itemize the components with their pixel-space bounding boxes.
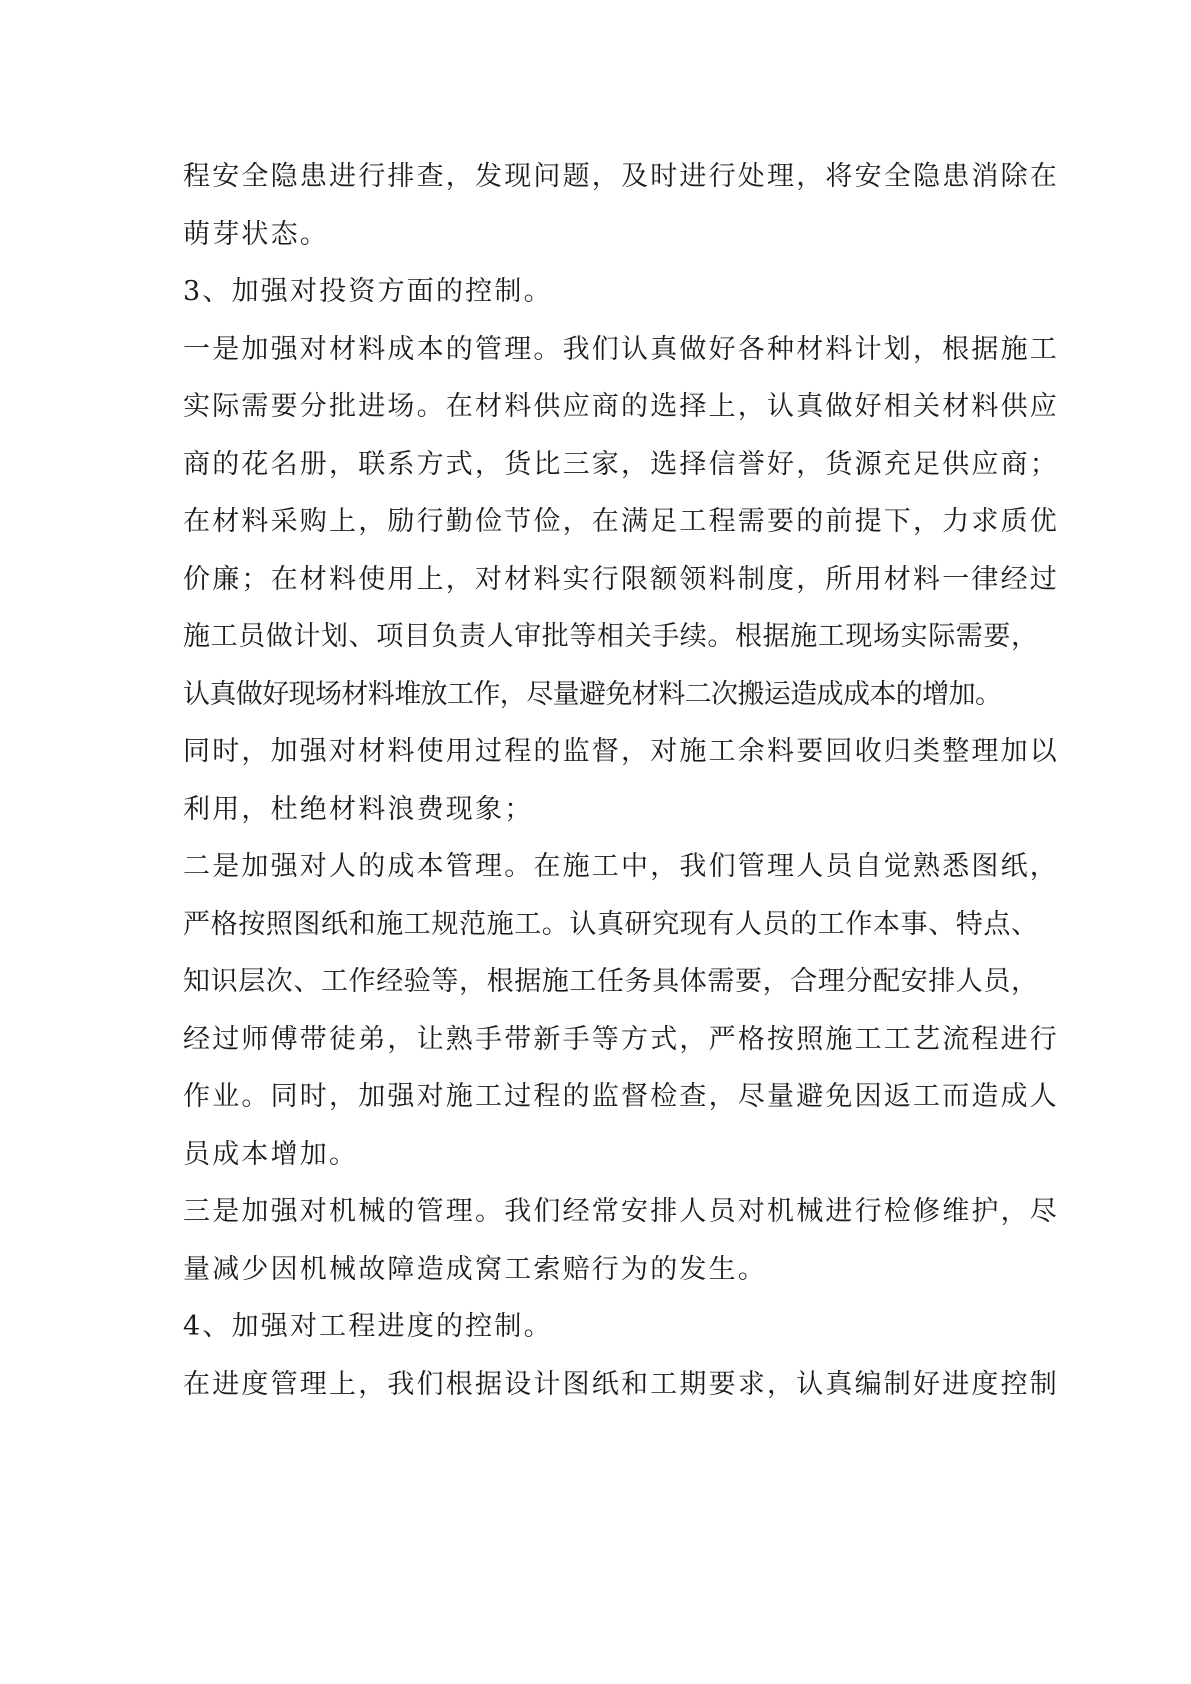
text-line-10: 认真做好现场材料堆放工作，尽量避免材料二次搬运造成成本的增加。 <box>183 678 1002 710</box>
text-line-1: 程安全隐患进行排查，发现问题，及时进行处理，将安全隐患消除在 <box>183 161 1059 192</box>
text-line-7: 在材料采购上，励行勤俭节俭，在满足工程需要的前提下，力求质优 <box>183 506 1059 537</box>
text-line-14: 严格按照图纸和施工规范施工。认真研究现有人员的工作本事、特点、 <box>183 908 1039 940</box>
section-heading-3: 3、加强对投资方面的控制。 <box>183 276 553 307</box>
text-line-4: 一是加强对材料成本的管理。我们认真做好各种材料计划，根据施工 <box>183 333 1059 365</box>
text-line-17: 作业。同时，加强对施工过程的监督检查，尽量避免因返工而造成人 <box>183 1081 1059 1112</box>
text-line-12: 利用，杜绝材料浪费现象； <box>183 793 534 825</box>
text-line-13: 二是加强对人的成本管理。在施工中，我们管理人员自觉熟悉图纸， <box>183 851 1059 882</box>
text-line-11: 同时，加强对材料使用过程的监督，对施工余料要回收归类整理加以 <box>183 736 1059 767</box>
text-line-20: 量减少因机械故障造成窝工索赔行为的发生。 <box>183 1253 767 1285</box>
text-line-18: 员成本增加。 <box>183 1138 359 1170</box>
text-line-19: 三是加强对机械的管理。我们经常安排人员对机械进行检修维护，尽 <box>183 1196 1059 1227</box>
text-line-22: 在进度管理上，我们根据设计图纸和工期要求，认真编制好进度控制 <box>183 1368 1059 1400</box>
text-line-9: 施工员做计划、项目负责人审批等相关手续。根据施工现场实际需要， <box>183 621 1039 652</box>
text-line-6: 商的花名册，联系方式，货比三家，选择信誉好，货源充足供应商； <box>183 448 1059 480</box>
text-line-15: 知识层次、工作经验等，根据施工任务具体需要，合理分配安排人员， <box>183 966 1039 997</box>
text-line-16: 经过师傅带徒弟，让熟手带新手等方式，严格按照施工工艺流程进行 <box>183 1023 1059 1055</box>
text-line-5: 实际需要分批进场。在材料供应商的选择上，认真做好相关材料供应 <box>183 391 1059 422</box>
document-body <box>183 148 1059 1413</box>
text-line-2: 萌芽状态。 <box>183 218 329 250</box>
text-line-8: 价廉；在材料使用上，对材料实行限额领料制度，所用材料一律经过 <box>183 563 1059 595</box>
section-heading-4: 4、加强对工程进度的控制。 <box>183 1311 553 1342</box>
